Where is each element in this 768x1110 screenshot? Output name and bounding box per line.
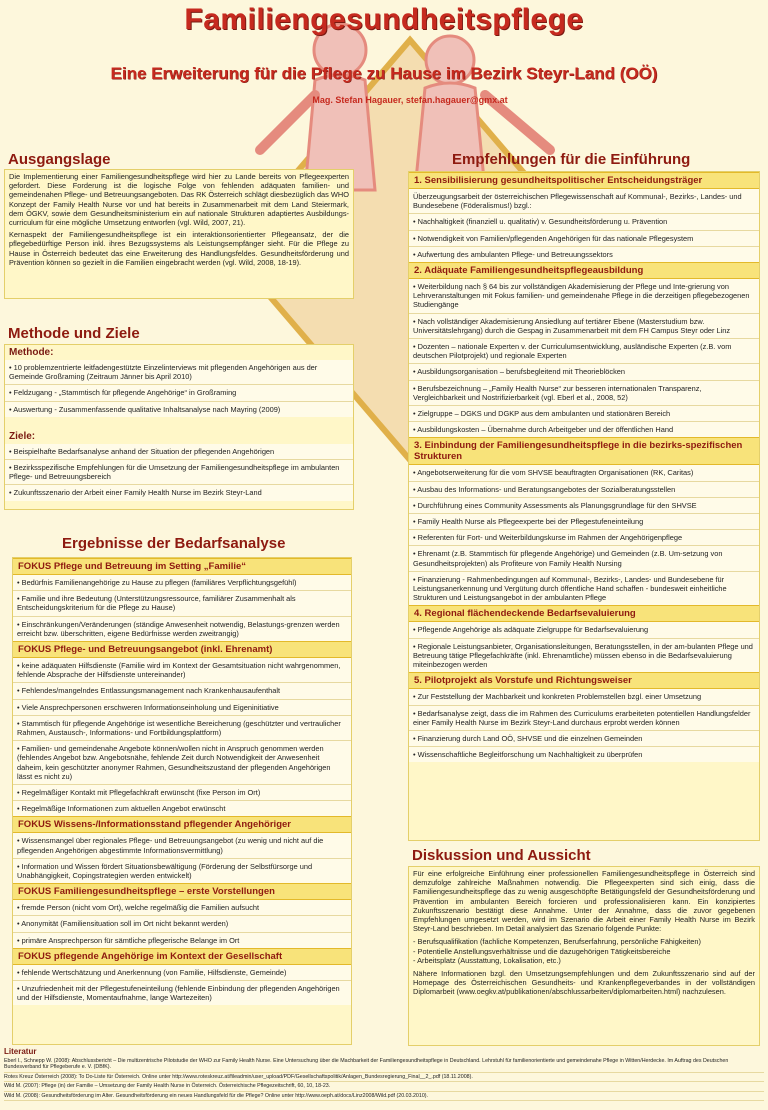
- list-item: • Nach vollständiger Akademisierung Ansiedlung auf tertiärer Ebene (Masterstudium bzw. Universitätslehrgang) durch die Gespag in Zusammenarbeit mit dem FH Campus Steyr oder Linz: [409, 314, 759, 339]
- diskussion-p1: Für eine erfolgreiche Einführung einer professionellen Familiengesundheitspflege in Österreich sind demzufolge zahlreiche Maßnahmen notwendig. Die Pflegeexperten sind sich einig, dass die Familiengesundheitspflege das zu wenig ausgeschöpfte Betätigungsfeld der Gesundheitsförderung und Prävention im ambulanten Bereich forcieren und professionalisieren kann. Ein konzipiertes Zukunftsszenario bestätigt diese Annahme. Unter der Annahme, dass die zuvor gegebenen Empfehlungen umgesetzt werden, wird im Szenario die Arbeit einer Family Health Nurse im Bezirk Steyr-Land beschrieben. Im Detail analysiert das Szenario folgende Punkte:: [413, 869, 755, 934]
- list-item: • Nachhaltigkeit (finanziell u. qualitativ) v. Gesundheitsförderung u. Prävention: [409, 214, 759, 230]
- diskussion-heading: Diskussion und Aussicht: [412, 847, 591, 864]
- list-item: Wild M. (2007): Pflege (in) der Familie – Umsetzung der Family Health Nurse in Österreich. Österreichische Pflegezeitschrift, 60, 10, 18-23.: [4, 1082, 764, 1091]
- ergebnisse-section-title: FOKUS Wissens-/Informationsstand pflegender Angehöriger: [13, 816, 351, 833]
- list-item: • Durchführung eines Community Assessments als Planungsgrundlage für den SHVSE: [409, 498, 759, 514]
- list-item: • Zukunftsszenario der Arbeit einer Family Health Nurse im Bezirk Steyr-Land: [9, 488, 262, 498]
- ziele-label: Ziele:: [9, 430, 36, 442]
- list-item: • Ausbau des Informations- und Beratungsangebotes der Sozialberatungsstellen: [409, 482, 759, 498]
- list-item: • Notwendigkeit von Familien/pflegenden Angehörigen für das nationale Pflegesystem: [409, 231, 759, 247]
- diskussion-p2: Nähere Informationen bzgl. den Umsetzungsempfehlungen und dem Zukunftsszenario sind auf der Homepage des Österreichischen Gesundheits- und Krankenpflegeverbandes in der vollständigen Diplomarbeit (www.oegkv.at/publikationen/abschlussarbeiten/diplomarbeiten.html) nachzulesen.: [413, 969, 755, 997]
- diskussion-panel: [408, 866, 760, 1046]
- list-item: • Stammtisch für pflegende Angehörige ist wesentliche Bereicherung (geschützter und vertraulicher Rahmen, Austausch-, Informations- und Fortbildungsplattform): [13, 716, 351, 741]
- list-item: • Angebotserweiterung für die vom SHVSE beauftragten Organisationen (RK, Caritas): [409, 465, 759, 481]
- list-item: • primäre Ansprechperson für sämtliche pflegerische Belange im Ort: [17, 935, 240, 945]
- ausgangslage-heading: Ausgangslage: [8, 151, 111, 168]
- list-item: • Bezirksspezifische Empfehlungen für die Umsetzung der Familiengesundheitspflege im ambulanten Pflege- und Betreuungsbereich: [5, 460, 353, 485]
- list-item: • fehlende Wertschätzung und Anerkennung (von Familie, Hilfsdienste, Gemeinde): [13, 965, 351, 981]
- list-item: • Regionale Leistungsanbieter, Organisationsleitungen, Beratungsstellen, in der am-bulanten Pflege und Betreuung tätige Pflegefachkräfte (inkl. Ehrenamtliche) müssen ebenso in die Bedarfsevaluierung miteinbezogen werden: [413, 641, 753, 670]
- list-item: Rotes Kreuz Österreich (2008): To Do-Liste für Österreich. Online unter http://www.roteskreuz.at/fileadmin/user_upload/PDF/Gesellschaftspolitik/Anlagen_Bundesregierung_Final__2_.pdf (18.11.2008).: [4, 1073, 764, 1082]
- list-item: • Familien- und gemeindenahe Angebote können/wollen nicht in Anspruch genommen werden (fehlendes Angebot bzw. Angebotsnähe, fehlende Zeit durch Notwendigkeit der Anwesenheit daheim, kein geschützter anonymer Rahmen, Gesundheitszustand der pflegenden Angehörigen lässt es nicht zu): [13, 741, 351, 785]
- list-item: • Zielgruppe – DGKS und DGKP aus dem ambulanten und stationären Bereich: [409, 406, 759, 422]
- list-item: • keine adäquaten Hilfsdienste (Familie wird im Kontext der Gesamtsituation nicht wahrgenommen, fehlende Absprache der Hilfsdienste untereinander): [13, 658, 351, 683]
- ergebnisse-section-title: FOKUS Pflege- und Betreuungsangebot (inkl. Ehrenamt): [13, 641, 351, 658]
- list-item: • Aufwertung des ambulanten Pflege- und Betreuungssektors: [413, 249, 613, 259]
- list-item: • Ehrenamt (z.B. Stammtisch für pflegende Angehörige) und Gemeinden (z.B. Um-setzung von Gesundheitsprojekten) als Profiteure von Family Health Nursing: [409, 546, 759, 571]
- ausgangslage-p1: Die Implementierung einer Familiengesundheitspflege wird hier zu Lande bereits von Pflegeexperten gefordert. Diese Forderung ist die logische Folge von fehlenden adäquaten familien- und gemeindenahen Pflege- und Betreuungsangeboten. Das RK Österreich schlägt diesbezüglich das WHO Konzept der Family Health Nurse vor und hat bereits in Zusammenarbeit mit dem Land Steiermark, dem ÖGKV, sowie dem Gesundheitsministerium ein auf nationale Strukturen adaptiertes Ausbildungs-curriculum für eine mögliche Umsetzung entworfen (vgl. Wild, 2007, 21).: [9, 172, 349, 228]
- literatur-heading: Literatur: [4, 1047, 37, 1056]
- empfehlungen-heading: Empfehlungen für die Einführung: [452, 151, 691, 168]
- list-item: • Weiterbildung nach § 64 bis zur vollständigen Akademisierung der Pflege und Inte-grierung von Lehrveranstaltungen mit Fokus familien- und gemeindenahe Pflege in die derzeitigen pflegebezogenen Studiengänge: [409, 279, 759, 314]
- list-item: • Ausbildungskosten – Übernahme durch Arbeitgeber und der öffentlichen Hand: [413, 425, 674, 435]
- ausgangslage-p2: Kernaspekt der Familiengesundheitspflege ist ein interaktionsorientierter Pflegeansatz, der die pflegebedürftige Person inkl. ihres Bezugssystems als Leistungsempfänger sieht. Für die Pflege zu Hause in Österreich bedeutet das eine Erweiterung des Handlungsfeldes. Gesundheitsförderung und Prävention können so gezielt in die Familien eingebracht werden (vgl. Wild, 2008, 18-19).: [9, 230, 349, 267]
- ergebnisse-section-title: FOKUS pflegende Angehörige im Kontext der Gesellschaft: [13, 948, 351, 965]
- list-item: • Ausbildungsorganisation – berufsbegleitend mit Theorieblöcken: [409, 364, 759, 380]
- list-item: • Referenten für Fort- und Weiterbildungskurse im Rahmen der Angehörigenpflege: [409, 530, 759, 546]
- list-item: • Anonymität (Familiensituation soll im Ort nicht bekannt werden): [13, 916, 351, 932]
- list-item: • Bedürfnis Familienangehörige zu Hause zu pflegen (familiäres Verpflichtungsgefühl): [13, 575, 351, 591]
- list-item: • Family Health Nurse als Pflegeexperte bei der Pflegestufeneinteilung: [409, 514, 759, 530]
- ergebnisse-heading: Ergebnisse der Bedarfsanalyse: [62, 535, 286, 552]
- list-item: Überzeugungsarbeit der österreichischen Pflegewissenschaft auf Kommunal-, Bezirks-, Landes- und Bundesebene (Föderalismus!) bzgl.:: [409, 189, 759, 214]
- list-item: • Unzufriedenheit mit der Pflegestufeneinteilung (fehlende Einbindung der pflegenden Angehörigen und der Hilfsdienste, Momentaufnahme, lange Wartezeiten): [17, 984, 340, 1003]
- list-item: - Arbeitsplatz (Ausstattung, Lokalisation, etc.): [413, 955, 561, 965]
- list-item: • Berufsbezeichnung – „Family Health Nurse“ zur besseren internationalen Transparenz, Vergleichbarkeit und Nostrifizierbarkeit (vgl. Eberl et al., 2008, 52): [409, 381, 759, 406]
- empfehlungen-section-title: 1. Sensibilisierung gesundheitspolitischer Entscheidungsträger: [409, 172, 759, 189]
- list-item: • Pflegende Angehörige als adäquate Zielgruppe für Bedarfsevaluierung: [409, 622, 759, 638]
- ergebnisse-panel: [12, 557, 352, 1045]
- ergebnisse-section-title: FOKUS Pflege und Betreuung im Setting „Familie“: [13, 558, 351, 575]
- list-item: • Fehlendes/mangelndes Entlassungsmanagement nach Krankenhausaufenthalt: [13, 683, 351, 699]
- list-item: Eberl I., Schnepp W. (2008): Abschlussbericht – Die multizentrische Pilotstudie der WHO zur Family Health Nurse. Eine Untersuchung über die Machbarkeit der Familiengesundheitspflege in Deutschland. Lehrstuhl für familienorientierte und gemeindenahe Pflege in Witten/Herdecke. Im Auftrag des Deutschen Bundesverband für Pflegeberufe e. V. (DBfK).: [4, 1057, 764, 1073]
- methode-label: Methode:: [9, 347, 54, 358]
- list-item: • fremde Person (nicht vom Ort), welche regelmäßig die Familien aufsucht: [13, 900, 351, 916]
- list-item: • Zur Feststellung der Machbarkeit und konkreten Problemstellen bzgl. einer Umsetzung: [409, 689, 759, 705]
- list-item: • Finanzierung durch Land OÖ, SHVSE und die einzelnen Gemeinden: [409, 731, 759, 747]
- empfehlungen-section-title: 4. Regional flächendeckende Bedarfsevaluierung: [409, 605, 759, 622]
- list-item: • Wissenschaftliche Begleitforschung um Nachhaltigkeit zu überprüfen: [413, 750, 643, 760]
- poster-subtitle: Eine Erweiterung für die Pflege zu Hause im Bezirk Steyr-Land (OÖ): [110, 64, 658, 83]
- empfehlungen-panel: [408, 171, 760, 841]
- list-item: • Regelmäßige Informationen zum aktuellen Angebot erwünscht: [17, 804, 226, 814]
- list-item: • Auswertung - Zusammenfassende qualitative Inhaltsanalyse nach Mayring (2009): [9, 404, 281, 414]
- empfehlungen-section-title: 3. Einbindung der Familiengesundheitspflege in die bezirks-spezifischen Strukturen: [409, 437, 759, 465]
- list-item: • Dozenten – nationale Experten v. der Curriculumsentwicklung, ausländische Experten (z.B. vom deutschen Pilotprojekt) und regionale Experten: [409, 339, 759, 364]
- empfehlungen-section-title: 2. Adäquate Familiengesundheitspflegeausbildung: [409, 262, 759, 279]
- list-item: Wild M. (2008): Gesundheitsförderung im Alter. Gesundheitsförderung ein neues Handlungsfeld für die Pflege? Online unter http://www.oeph.at/docs/Linz2008/Wild.pdf (20.03.2010).: [4, 1092, 764, 1101]
- list-item: - Potentielle Anstellungsverhältnisse und die dazugehörigen Tätigkeitsbereiche: [413, 946, 671, 956]
- list-item: • Bedarfsanalyse zeigt, dass die im Rahmen des Curriculums erarbeiteten potentiellen Handlungsfelder einer Family Health Nurse im Bezirk Steyr-Land durchaus erprobt werden können: [409, 706, 759, 731]
- poster-title: Familiengesundheitspflege: [184, 3, 584, 36]
- methode-heading: Methode und Ziele: [8, 325, 140, 342]
- list-item: • Viele Ansprechpersonen erschweren Informationseinholung und Eigeninitiative: [13, 700, 351, 716]
- list-item: • Beispielhafte Bedarfsanalyse anhand der Situation der pflegenden Angehörigen: [5, 444, 353, 460]
- list-item: - Berufsqualifikation (fachliche Kompetenzen, Berufserfahrung, persönliche Fähigkeiten): [413, 937, 701, 947]
- ergebnisse-section-title: FOKUS Familiengesundheitspflege – erste Vorstellungen: [13, 883, 351, 900]
- methode-panel: [4, 344, 354, 510]
- literatur-list: [4, 1057, 764, 1101]
- list-item: • Einschränkungen/Veränderungen (ständige Anwesenheit notwendig, Belastungs-grenzen werden erreicht bzw. überschritten, eigene Bedürfnisse werden zweitrangig): [17, 619, 340, 638]
- list-item: • 10 problemzentrierte leitfadengestützte Einzelinterviews mit pflegenden Angehörigen aus der Gemeinde Großraming (Zeitraum Jänner bis April 2010): [5, 360, 353, 385]
- list-item: • Wissensmangel über regionales Pflege- und Betreuungsangebot (zu wenig und nicht auf die pflegenden Angehörigen abgestimmte Informationsvermittlung): [13, 833, 351, 858]
- list-item: • Finanzierung - Rahmenbedingungen auf Kommunal-, Bezirks-, Landes- und Bundesebene für Leistungsanerkennung und Vergütung durch öffentliche Hand schaffen - bundesweit einheitliche Strukturen und Leistungsangebot in der ambulanten Pflege: [413, 574, 727, 603]
- poster-author: Mag. Stefan Hagauer, stefan.hagauer@gmx.at: [312, 95, 508, 105]
- list-item: • Feldzugang - „Stammtisch für pflegende Angehörige“ in Großraming: [5, 385, 353, 401]
- empfehlungen-section-title: 5. Pilotprojekt als Vorstufe und Richtungsweiser: [409, 672, 759, 689]
- list-item: • Regelmäßiger Kontakt mit Pflegefachkraft erwünscht (fixe Person im Ort): [13, 785, 351, 801]
- list-item: • Familie und ihre Bedeutung (Unterstützungsressource, familiärer Zusammenhalt als Entscheidungskriterium für die Pflege zu Hause): [13, 591, 351, 616]
- list-item: • Information und Wissen fördert Situationsbewältigung (Förderung der Selbstfürsorge und Unabhängigkeit, Copingstrategien werden entwickelt): [17, 861, 313, 881]
- ausgangslage-panel: [4, 169, 354, 299]
